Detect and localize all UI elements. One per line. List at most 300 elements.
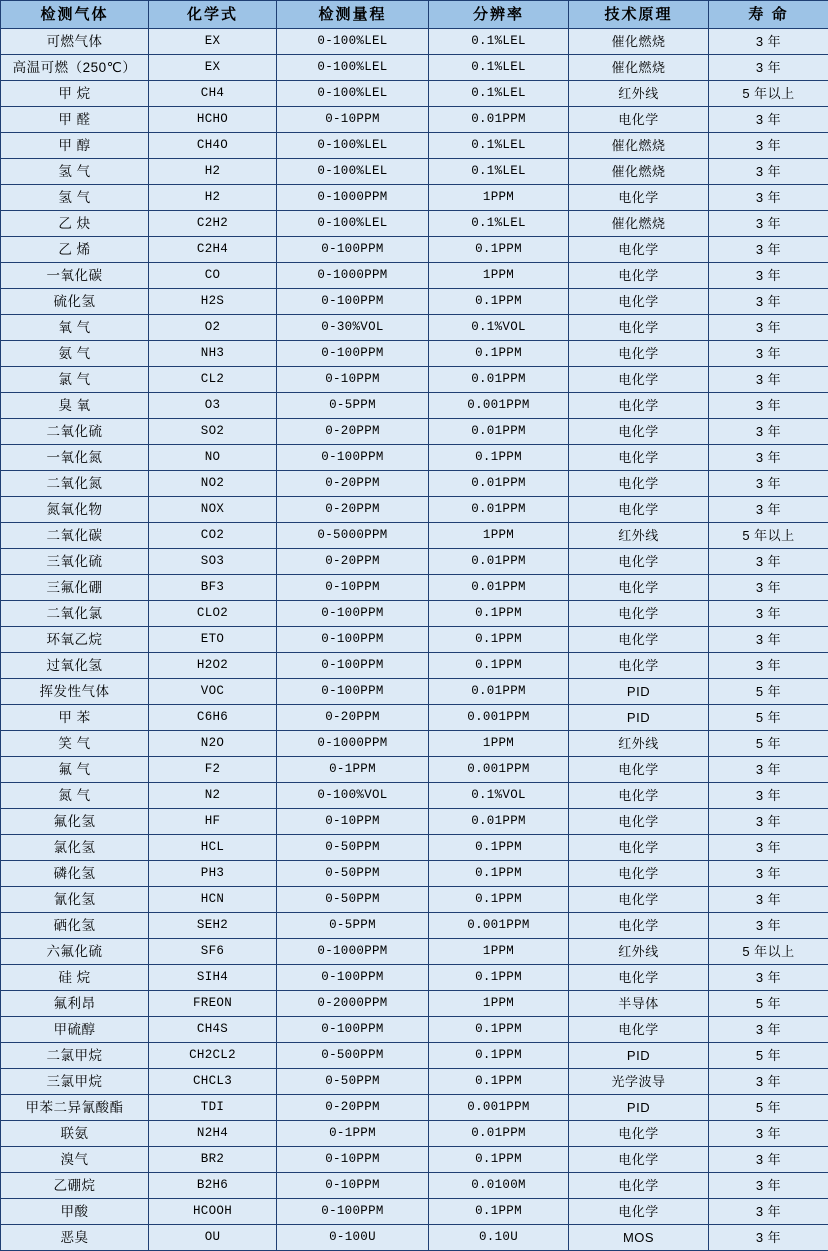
- table-row: [1, 1095, 828, 1121]
- table-row: [1, 29, 828, 55]
- table-row: [1, 705, 828, 731]
- table-row: [1, 341, 828, 367]
- table-row: [1, 107, 828, 133]
- cell-detection-range: 0-100PPM: [277, 237, 429, 263]
- cell-chemical-formula: NOX: [149, 497, 277, 523]
- cell-detection-range: 0-1000PPM: [277, 731, 429, 757]
- cell-lifetime: 3 年: [709, 965, 828, 991]
- cell-gas-name: 硫化氢: [1, 289, 149, 315]
- cell-technology: 电化学: [569, 757, 709, 783]
- cell-gas-name: 甲苯二异氰酸酯: [1, 1095, 149, 1121]
- cell-detection-range: 0-100PPM: [277, 341, 429, 367]
- cell-technology: 电化学: [569, 783, 709, 809]
- cell-chemical-formula: HF: [149, 809, 277, 835]
- cell-gas-name: 氯化氢: [1, 835, 149, 861]
- cell-gas-name: 联氨: [1, 1121, 149, 1147]
- table-row: [1, 289, 828, 315]
- cell-technology: 电化学: [569, 289, 709, 315]
- cell-resolution: 0.1%LEL: [429, 55, 569, 81]
- cell-detection-range: 0-500PPM: [277, 1043, 429, 1069]
- cell-chemical-formula: H2: [149, 159, 277, 185]
- cell-chemical-formula: SIH4: [149, 965, 277, 991]
- cell-chemical-formula: SO2: [149, 419, 277, 445]
- cell-gas-name: 挥发性气体: [1, 679, 149, 705]
- cell-resolution: 1PPM: [429, 731, 569, 757]
- cell-resolution: 0.001PPM: [429, 757, 569, 783]
- cell-lifetime: 3 年: [709, 627, 828, 653]
- cell-technology: 光学波导: [569, 1069, 709, 1095]
- cell-chemical-formula: NH3: [149, 341, 277, 367]
- cell-gas-name: 三氧化硫: [1, 549, 149, 575]
- cell-lifetime: 5 年: [709, 731, 828, 757]
- column-header-resolution: 分辨率: [429, 1, 569, 29]
- cell-resolution: 0.10U: [429, 1225, 569, 1251]
- cell-technology: PID: [569, 1043, 709, 1069]
- cell-detection-range: 0-100PPM: [277, 965, 429, 991]
- cell-technology: 电化学: [569, 419, 709, 445]
- cell-lifetime: 5 年: [709, 705, 828, 731]
- cell-detection-range: 0-10PPM: [277, 107, 429, 133]
- cell-resolution: 0.1PPM: [429, 653, 569, 679]
- cell-resolution: 0.1%LEL: [429, 133, 569, 159]
- table-row: [1, 1173, 828, 1199]
- table-row: [1, 939, 828, 965]
- cell-lifetime: 3 年: [709, 263, 828, 289]
- cell-gas-name: 臭 氧: [1, 393, 149, 419]
- column-header-gas: 检测气体: [1, 1, 149, 29]
- cell-gas-name: 氢 气: [1, 185, 149, 211]
- cell-gas-name: 二氯甲烷: [1, 1043, 149, 1069]
- cell-chemical-formula: VOC: [149, 679, 277, 705]
- cell-lifetime: 3 年: [709, 29, 828, 55]
- cell-gas-name: 二氧化氯: [1, 601, 149, 627]
- cell-technology: 电化学: [569, 1173, 709, 1199]
- table-row: [1, 523, 828, 549]
- cell-lifetime: 3 年: [709, 107, 828, 133]
- cell-gas-name: 甲酸: [1, 1199, 149, 1225]
- cell-chemical-formula: B2H6: [149, 1173, 277, 1199]
- cell-technology: 电化学: [569, 497, 709, 523]
- cell-gas-name: 一氧化氮: [1, 445, 149, 471]
- cell-technology: 电化学: [569, 341, 709, 367]
- cell-detection-range: 0-100PPM: [277, 653, 429, 679]
- cell-resolution: 0.1%VOL: [429, 315, 569, 341]
- cell-resolution: 0.1PPM: [429, 627, 569, 653]
- cell-chemical-formula: HCOOH: [149, 1199, 277, 1225]
- cell-gas-name: 甲 醛: [1, 107, 149, 133]
- cell-gas-name: 甲硫醇: [1, 1017, 149, 1043]
- cell-technology: 电化学: [569, 1121, 709, 1147]
- cell-gas-name: 乙 烯: [1, 237, 149, 263]
- cell-technology: PID: [569, 679, 709, 705]
- cell-gas-name: 甲 苯: [1, 705, 149, 731]
- cell-chemical-formula: EX: [149, 55, 277, 81]
- cell-gas-name: 二氧化氮: [1, 471, 149, 497]
- cell-resolution: 0.1%LEL: [429, 211, 569, 237]
- cell-chemical-formula: N2O: [149, 731, 277, 757]
- cell-lifetime: 5 年: [709, 679, 828, 705]
- cell-detection-range: 0-20PPM: [277, 419, 429, 445]
- table-row: [1, 393, 828, 419]
- cell-gas-name: 氟利昂: [1, 991, 149, 1017]
- table-row: [1, 835, 828, 861]
- table-row: [1, 549, 828, 575]
- cell-gas-name: 溴气: [1, 1147, 149, 1173]
- table-row: [1, 679, 828, 705]
- table-row: [1, 55, 828, 81]
- cell-lifetime: 3 年: [709, 601, 828, 627]
- cell-detection-range: 0-1000PPM: [277, 263, 429, 289]
- cell-gas-name: 三氟化硼: [1, 575, 149, 601]
- cell-detection-range: 0-10PPM: [277, 367, 429, 393]
- cell-lifetime: 3 年: [709, 653, 828, 679]
- cell-detection-range: 0-10PPM: [277, 575, 429, 601]
- cell-detection-range: 0-10PPM: [277, 1173, 429, 1199]
- cell-chemical-formula: OU: [149, 1225, 277, 1251]
- cell-lifetime: 3 年: [709, 835, 828, 861]
- cell-chemical-formula: CL2: [149, 367, 277, 393]
- table-row: [1, 497, 828, 523]
- table-row: [1, 419, 828, 445]
- cell-chemical-formula: O2: [149, 315, 277, 341]
- cell-chemical-formula: CO2: [149, 523, 277, 549]
- cell-resolution: 0.0100M: [429, 1173, 569, 1199]
- cell-technology: 电化学: [569, 263, 709, 289]
- cell-lifetime: 3 年: [709, 1147, 828, 1173]
- cell-resolution: 0.01PPM: [429, 1121, 569, 1147]
- cell-lifetime: 3 年: [709, 1017, 828, 1043]
- table-row: [1, 731, 828, 757]
- cell-lifetime: 3 年: [709, 289, 828, 315]
- table-row: [1, 237, 828, 263]
- cell-lifetime: 3 年: [709, 861, 828, 887]
- cell-detection-range: 0-20PPM: [277, 497, 429, 523]
- cell-lifetime: 5 年以上: [709, 939, 828, 965]
- cell-resolution: 0.1PPM: [429, 445, 569, 471]
- cell-chemical-formula: CH4S: [149, 1017, 277, 1043]
- cell-lifetime: 3 年: [709, 315, 828, 341]
- cell-technology: PID: [569, 705, 709, 731]
- table-row: [1, 575, 828, 601]
- cell-detection-range: 0-1PPM: [277, 1121, 429, 1147]
- cell-detection-range: 0-2000PPM: [277, 991, 429, 1017]
- cell-lifetime: 3 年: [709, 1225, 828, 1251]
- table-row: [1, 809, 828, 835]
- column-header-technology: 技术原理: [569, 1, 709, 29]
- cell-lifetime: 5 年: [709, 1095, 828, 1121]
- table-row: [1, 991, 828, 1017]
- cell-detection-range: 0-100PPM: [277, 1017, 429, 1043]
- cell-detection-range: 0-20PPM: [277, 471, 429, 497]
- cell-detection-range: 0-100%LEL: [277, 159, 429, 185]
- cell-technology: 电化学: [569, 575, 709, 601]
- cell-chemical-formula: CHCL3: [149, 1069, 277, 1095]
- cell-gas-name: 甲 醇: [1, 133, 149, 159]
- cell-lifetime: 3 年: [709, 445, 828, 471]
- table-row: [1, 81, 828, 107]
- cell-technology: 电化学: [569, 965, 709, 991]
- column-header-range: 检测量程: [277, 1, 429, 29]
- table-row: [1, 601, 828, 627]
- cell-detection-range: 0-100%LEL: [277, 211, 429, 237]
- cell-chemical-formula: H2: [149, 185, 277, 211]
- cell-detection-range: 0-100%LEL: [277, 55, 429, 81]
- cell-detection-range: 0-50PPM: [277, 835, 429, 861]
- cell-chemical-formula: N2H4: [149, 1121, 277, 1147]
- cell-technology: 催化燃烧: [569, 133, 709, 159]
- cell-technology: PID: [569, 1095, 709, 1121]
- cell-detection-range: 0-1000PPM: [277, 939, 429, 965]
- cell-resolution: 0.1%LEL: [429, 159, 569, 185]
- cell-gas-name: 笑 气: [1, 731, 149, 757]
- cell-lifetime: 3 年: [709, 809, 828, 835]
- table-row: [1, 471, 828, 497]
- cell-gas-name: 环氧乙烷: [1, 627, 149, 653]
- cell-detection-range: 0-5PPM: [277, 913, 429, 939]
- cell-lifetime: 3 年: [709, 471, 828, 497]
- cell-chemical-formula: C6H6: [149, 705, 277, 731]
- cell-technology: 红外线: [569, 81, 709, 107]
- table-row: [1, 315, 828, 341]
- cell-resolution: 0.01PPM: [429, 107, 569, 133]
- cell-resolution: 1PPM: [429, 185, 569, 211]
- cell-detection-range: 0-20PPM: [277, 705, 429, 731]
- cell-gas-name: 二氧化硫: [1, 419, 149, 445]
- cell-resolution: 0.1PPM: [429, 835, 569, 861]
- cell-gas-name: 磷化氢: [1, 861, 149, 887]
- cell-technology: 催化燃烧: [569, 55, 709, 81]
- table-row: [1, 1147, 828, 1173]
- cell-technology: 电化学: [569, 549, 709, 575]
- cell-lifetime: 3 年: [709, 783, 828, 809]
- cell-technology: 电化学: [569, 315, 709, 341]
- cell-technology: 催化燃烧: [569, 29, 709, 55]
- cell-chemical-formula: HCHO: [149, 107, 277, 133]
- cell-detection-range: 0-100PPM: [277, 1199, 429, 1225]
- table-row: [1, 887, 828, 913]
- cell-resolution: 0.001PPM: [429, 1095, 569, 1121]
- cell-resolution: 0.01PPM: [429, 497, 569, 523]
- column-header-lifetime: 寿 命: [709, 1, 828, 29]
- cell-chemical-formula: TDI: [149, 1095, 277, 1121]
- cell-detection-range: 0-50PPM: [277, 887, 429, 913]
- cell-detection-range: 0-100PPM: [277, 445, 429, 471]
- cell-chemical-formula: CLO2: [149, 601, 277, 627]
- cell-gas-name: 六氟化硫: [1, 939, 149, 965]
- cell-technology: 红外线: [569, 939, 709, 965]
- cell-resolution: 0.01PPM: [429, 809, 569, 835]
- cell-lifetime: 3 年: [709, 55, 828, 81]
- cell-gas-name: 氯 气: [1, 367, 149, 393]
- cell-resolution: 1PPM: [429, 263, 569, 289]
- cell-resolution: 0.001PPM: [429, 393, 569, 419]
- cell-chemical-formula: ETO: [149, 627, 277, 653]
- cell-chemical-formula: HCL: [149, 835, 277, 861]
- cell-technology: 电化学: [569, 185, 709, 211]
- cell-chemical-formula: CH4O: [149, 133, 277, 159]
- cell-chemical-formula: SO3: [149, 549, 277, 575]
- cell-lifetime: 3 年: [709, 211, 828, 237]
- cell-gas-name: 氨 气: [1, 341, 149, 367]
- cell-detection-range: 0-5000PPM: [277, 523, 429, 549]
- cell-gas-name: 乙硼烷: [1, 1173, 149, 1199]
- cell-detection-range: 0-100%LEL: [277, 81, 429, 107]
- cell-detection-range: 0-10PPM: [277, 1147, 429, 1173]
- cell-chemical-formula: BR2: [149, 1147, 277, 1173]
- cell-technology: 电化学: [569, 237, 709, 263]
- cell-detection-range: 0-30%VOL: [277, 315, 429, 341]
- cell-lifetime: 5 年: [709, 1043, 828, 1069]
- cell-resolution: 0.1PPM: [429, 1147, 569, 1173]
- cell-technology: 电化学: [569, 913, 709, 939]
- cell-lifetime: 3 年: [709, 887, 828, 913]
- cell-lifetime: 3 年: [709, 1173, 828, 1199]
- cell-gas-name: 恶臭: [1, 1225, 149, 1251]
- cell-chemical-formula: C2H2: [149, 211, 277, 237]
- cell-lifetime: 3 年: [709, 1199, 828, 1225]
- table-row: [1, 965, 828, 991]
- cell-gas-name: 氧 气: [1, 315, 149, 341]
- table-row: [1, 1043, 828, 1069]
- cell-chemical-formula: H2O2: [149, 653, 277, 679]
- table-row: [1, 445, 828, 471]
- cell-technology: 催化燃烧: [569, 211, 709, 237]
- table-row: [1, 185, 828, 211]
- cell-technology: 电化学: [569, 653, 709, 679]
- cell-detection-range: 0-1PPM: [277, 757, 429, 783]
- cell-technology: 电化学: [569, 1017, 709, 1043]
- cell-technology: 电化学: [569, 107, 709, 133]
- cell-resolution: 1PPM: [429, 523, 569, 549]
- cell-resolution: 0.1PPM: [429, 861, 569, 887]
- cell-chemical-formula: FREON: [149, 991, 277, 1017]
- cell-chemical-formula: EX: [149, 29, 277, 55]
- cell-technology: 电化学: [569, 445, 709, 471]
- cell-lifetime: 3 年: [709, 159, 828, 185]
- cell-detection-range: 0-100PPM: [277, 601, 429, 627]
- cell-resolution: 0.01PPM: [429, 419, 569, 445]
- cell-detection-range: 0-100U: [277, 1225, 429, 1251]
- table-row: [1, 1225, 828, 1251]
- cell-chemical-formula: CO: [149, 263, 277, 289]
- cell-gas-name: 可燃气体: [1, 29, 149, 55]
- cell-lifetime: 3 年: [709, 185, 828, 211]
- cell-resolution: 0.01PPM: [429, 367, 569, 393]
- cell-gas-name: 一氧化碳: [1, 263, 149, 289]
- cell-chemical-formula: H2S: [149, 289, 277, 315]
- cell-technology: MOS: [569, 1225, 709, 1251]
- cell-gas-name: 高温可燃（250℃）: [1, 55, 149, 81]
- cell-lifetime: 3 年: [709, 133, 828, 159]
- cell-technology: 电化学: [569, 367, 709, 393]
- cell-gas-name: 二氧化碳: [1, 523, 149, 549]
- cell-technology: 电化学: [569, 887, 709, 913]
- cell-lifetime: 3 年: [709, 575, 828, 601]
- cell-chemical-formula: PH3: [149, 861, 277, 887]
- cell-lifetime: 3 年: [709, 237, 828, 263]
- cell-chemical-formula: SEH2: [149, 913, 277, 939]
- cell-resolution: 0.001PPM: [429, 913, 569, 939]
- cell-lifetime: 3 年: [709, 419, 828, 445]
- cell-detection-range: 0-20PPM: [277, 1095, 429, 1121]
- cell-gas-name: 氢 气: [1, 159, 149, 185]
- column-header-formula: 化学式: [149, 1, 277, 29]
- cell-technology: 电化学: [569, 393, 709, 419]
- cell-resolution: 0.01PPM: [429, 679, 569, 705]
- cell-lifetime: 5 年: [709, 991, 828, 1017]
- cell-lifetime: 3 年: [709, 341, 828, 367]
- cell-lifetime: 5 年以上: [709, 81, 828, 107]
- table-row: [1, 783, 828, 809]
- cell-resolution: 0.1PPM: [429, 289, 569, 315]
- cell-gas-name: 氰化氢: [1, 887, 149, 913]
- cell-gas-name: 三氯甲烷: [1, 1069, 149, 1095]
- cell-chemical-formula: C2H4: [149, 237, 277, 263]
- cell-resolution: 0.001PPM: [429, 705, 569, 731]
- cell-gas-name: 甲 烷: [1, 81, 149, 107]
- table-row: [1, 367, 828, 393]
- cell-detection-range: 0-100%LEL: [277, 133, 429, 159]
- cell-detection-range: 0-20PPM: [277, 549, 429, 575]
- cell-lifetime: 5 年以上: [709, 523, 828, 549]
- cell-lifetime: 3 年: [709, 913, 828, 939]
- table-row: [1, 211, 828, 237]
- cell-detection-range: 0-50PPM: [277, 1069, 429, 1095]
- cell-detection-range: 0-100PPM: [277, 289, 429, 315]
- cell-detection-range: 0-5PPM: [277, 393, 429, 419]
- table-row: [1, 1069, 828, 1095]
- cell-detection-range: 0-100PPM: [277, 679, 429, 705]
- cell-technology: 红外线: [569, 523, 709, 549]
- cell-chemical-formula: BF3: [149, 575, 277, 601]
- cell-lifetime: 3 年: [709, 1121, 828, 1147]
- cell-chemical-formula: NO: [149, 445, 277, 471]
- cell-resolution: 0.1PPM: [429, 1043, 569, 1069]
- cell-resolution: 0.1PPM: [429, 341, 569, 367]
- cell-technology: 电化学: [569, 1147, 709, 1173]
- cell-resolution: 0.1PPM: [429, 1017, 569, 1043]
- cell-gas-name: 氟 气: [1, 757, 149, 783]
- cell-resolution: 0.1PPM: [429, 1199, 569, 1225]
- table-row: [1, 653, 828, 679]
- cell-gas-name: 氮氧化物: [1, 497, 149, 523]
- cell-chemical-formula: CH2CL2: [149, 1043, 277, 1069]
- cell-technology: 电化学: [569, 861, 709, 887]
- cell-resolution: 0.1%LEL: [429, 29, 569, 55]
- cell-lifetime: 3 年: [709, 1069, 828, 1095]
- cell-resolution: 0.1%LEL: [429, 81, 569, 107]
- cell-chemical-formula: HCN: [149, 887, 277, 913]
- cell-resolution: 0.1PPM: [429, 237, 569, 263]
- cell-resolution: 0.01PPM: [429, 575, 569, 601]
- cell-technology: 电化学: [569, 1199, 709, 1225]
- cell-gas-name: 氟化氢: [1, 809, 149, 835]
- cell-technology: 半导体: [569, 991, 709, 1017]
- cell-lifetime: 3 年: [709, 367, 828, 393]
- cell-technology: 电化学: [569, 601, 709, 627]
- cell-chemical-formula: NO2: [149, 471, 277, 497]
- cell-technology: 催化燃烧: [569, 159, 709, 185]
- table-row: [1, 1199, 828, 1225]
- cell-technology: 电化学: [569, 835, 709, 861]
- cell-detection-range: 0-1000PPM: [277, 185, 429, 211]
- cell-detection-range: 0-100%LEL: [277, 29, 429, 55]
- cell-gas-name: 硒化氢: [1, 913, 149, 939]
- table-row: [1, 627, 828, 653]
- cell-lifetime: 3 年: [709, 757, 828, 783]
- table-row: [1, 1121, 828, 1147]
- cell-technology: 电化学: [569, 471, 709, 497]
